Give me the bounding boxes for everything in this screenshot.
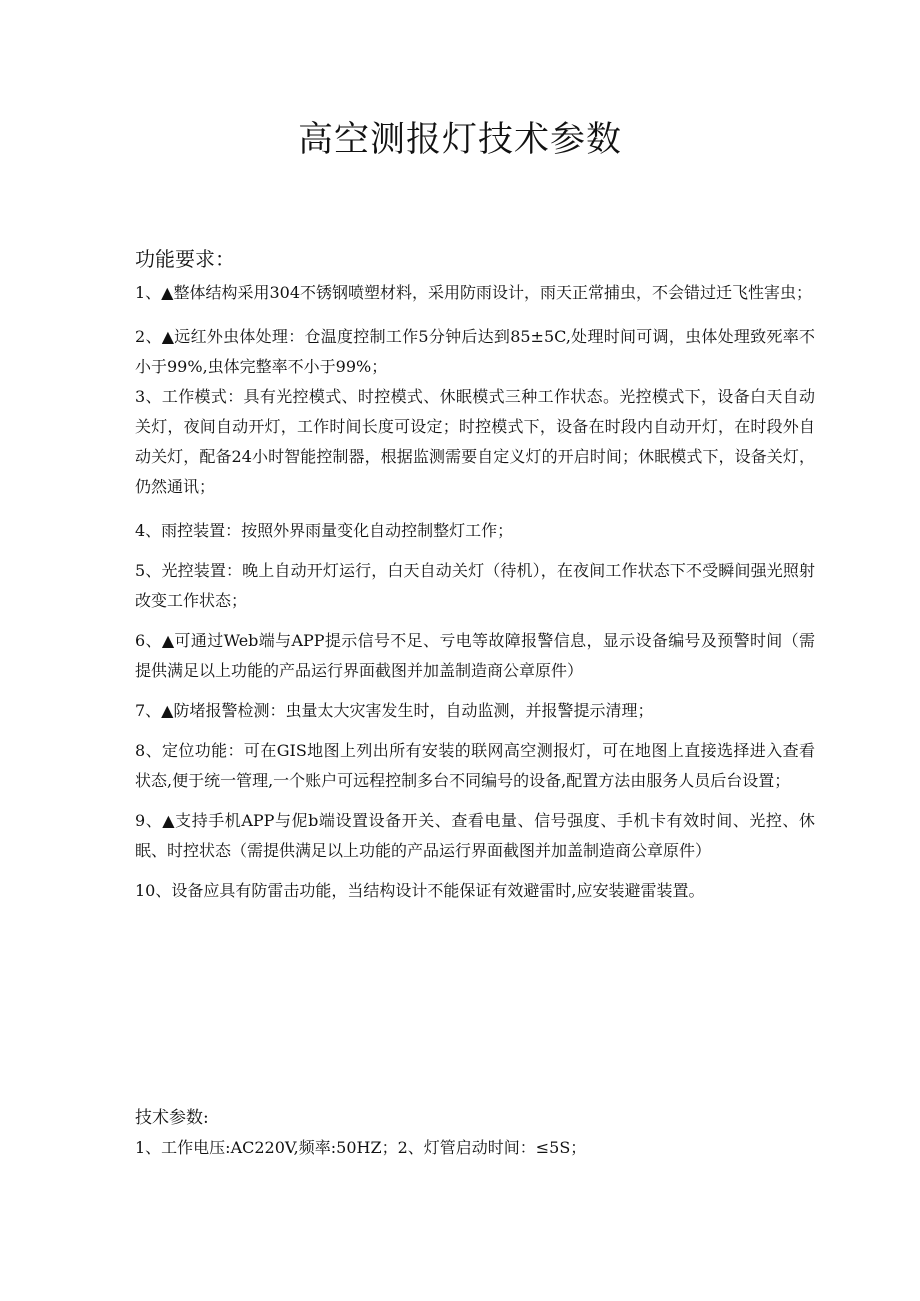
function-requirements-section [135,244,815,906]
function-requirements-heading: 功能要求： [135,247,235,271]
requirement-item-1: 1、▲整体结构采用304不锈钢喷塑材料，采用防雨设计，雨天正常捕虫，不会错过迁飞性害虫； [135,283,813,302]
requirement-item-6: 6、▲可通过Web端与APP提示信号不足、亏电等故障报警信息，显示设备编号及预警时间（需提供满足以上功能的产品运行界面截图并加盖制造商公章原件） [135,631,815,680]
requirement-item-9: 9、▲支持手机APP与伲b端设置设备开关、查看电量、信号强度、手机卡有效时间、光控、休眠、时控状态（需提供满足以上功能的产品运行界面截图并加盖制造商公章原件） [135,811,815,860]
technical-parameter-item-1: 1、工作电压:AC220V,频率:50HZ；2、灯管启动时间：≤5S； [135,1138,587,1157]
requirement-item-8: 8、定位功能：可在GIS地图上列出所有安装的联网高空测报灯，可在地图上直接选择进入查看状态,便于统一管理,一个账户可远程控制多台不同编号的设备,配置方法由服务人员后台设置； [135,741,815,790]
requirement-item-10: 10、设备应具有防雷击功能，当结构设计不能保证有效避雷时,应安装避雷装置。 [135,881,705,900]
requirement-item-4: 4、雨控装置：按照外界雨量变化自动控制整灯工作； [135,521,514,540]
technical-parameters-section [135,1103,815,1163]
technical-parameters-heading: 技术参数: [135,1108,209,1128]
requirement-item-2: 2、▲远红外虫体处理：仓温度控制工作5分钟后达到85±5C,处理时间可调，虫体处理致死率不小于99%,虫体完整率不小于99%； [135,327,815,376]
requirement-item-7: 7、▲防堵报警检测：虫量太大灾害发生时，自动监测，并报警提示清理； [135,701,654,720]
document-title: 高空测报灯技术参数 [297,120,622,160]
requirement-item-3: 3、工作模式：具有光控模式、时控模式、休眠模式三种工作状态。光控模式下，设备白天自动关灯，夜间自动开灯，工作时间长度可设定；时控模式下，设备在时段内自动开灯，在时段外自动关灯，配备24小时智能控制器，根据监测需要自定义灯的开启时间；休眠模式下，设备关灯，仍然通讯； [135,387,815,496]
requirement-item-5: 5、光控装置：晚上自动开灯运行，白天自动关灯（待机），在夜间工作状态下不受瞬间强光照射改变工作状态； [135,561,815,610]
